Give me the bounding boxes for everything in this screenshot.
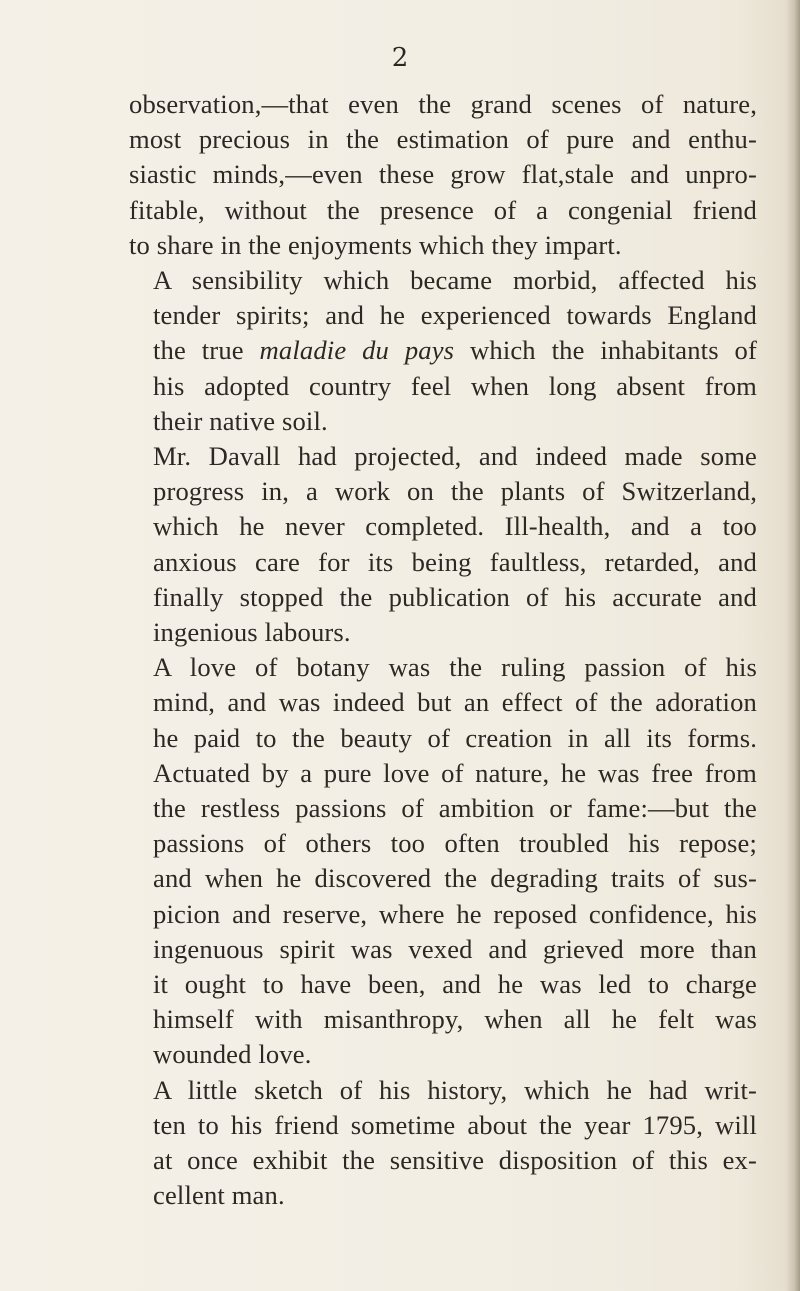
text-line: and when he discovered the degrading traits of sus- [153, 863, 757, 894]
text-line: the restless passions of ambition or fame:—but the [153, 793, 757, 824]
text-line: picion and reserve, where he reposed confidence, his [153, 898, 757, 929]
text-line: passions of others too often troubled his repose; [153, 828, 757, 859]
text-line: to share in the enjoyments which they impart. [129, 229, 622, 260]
text-line: he paid to the beauty of creation in all its forms. [153, 722, 757, 753]
paragraph [129, 439, 757, 650]
text-segment: which the inhabitants of [454, 335, 757, 366]
text-line: mind, and was indeed but an effect of the adoration [153, 687, 757, 718]
paragraph [129, 87, 757, 263]
text-line: observation,—that even the grand scenes of nature, [129, 89, 757, 119]
page-edge-shadow [786, 0, 800, 1291]
text-line: A little sketch of his history, which he had writ- [153, 1074, 757, 1105]
paragraph [129, 1073, 757, 1214]
page-number: 2 [391, 43, 409, 73]
text-line: wounded love. [153, 1039, 312, 1070]
text-line: most precious in the estimation of pure and enthu- [129, 124, 757, 155]
text-line: Actuated by a pure love of nature, he was free from [153, 757, 757, 788]
text-line: himself with misanthropy, when all he felt was [153, 1004, 757, 1035]
text-line: tender spirits; and he experienced towards England [153, 300, 757, 331]
text-line: his adopted country feel when long absent from [153, 370, 757, 401]
text-line: Mr. Davall had projected, and indeed made some [153, 441, 757, 472]
text-line [129, 333, 757, 368]
text-line: ingenuous spirit was vexed and grieved more than [153, 933, 757, 964]
text-line: ten to his friend sometime about the year 1795, will [153, 1109, 757, 1140]
text-line: which he never completed. Ill-health, and a too [153, 511, 757, 542]
text-line: fitable, without the presence of a congenial friend [129, 194, 757, 225]
paragraph [129, 263, 757, 439]
text-line: at once exhibit the sensitive disposition of this ex- [153, 1145, 757, 1176]
text-line: siastic minds,—even these grow flat,stale and unpro- [129, 159, 757, 190]
text-line: progress in, a work on the plants of Switzerland, [153, 476, 757, 507]
text-line: A love of botany was the ruling passion of his [153, 652, 757, 683]
text-line: A sensibility which became morbid, affected his [153, 265, 757, 296]
body-text [129, 87, 757, 1214]
paragraph [129, 650, 757, 1072]
text-line: finally stopped the publication of his accurate and [153, 581, 757, 612]
text-line: cellent man. [153, 1180, 285, 1211]
text-line: ingenious labours. [153, 617, 351, 648]
italic-phrase: maladie du pays [259, 335, 455, 366]
text-line: anxious care for its being faultless, retarded, and [153, 546, 757, 577]
text-line: it ought to have been, and he was led to charge [153, 969, 757, 1000]
text-segment: the true [153, 335, 260, 366]
text-line: their native soil. [153, 405, 328, 436]
